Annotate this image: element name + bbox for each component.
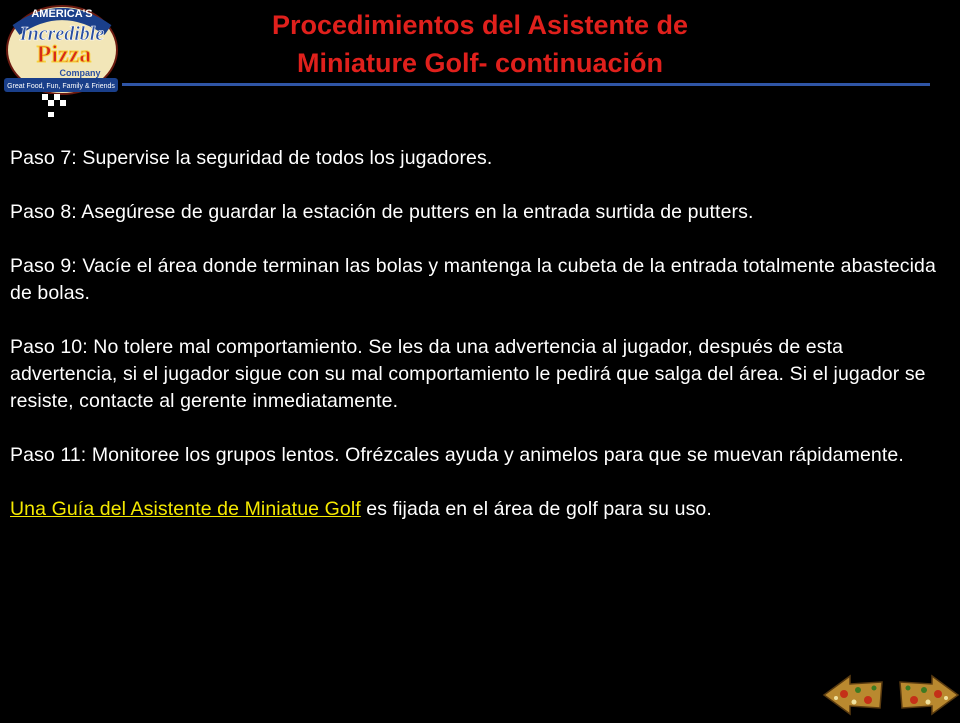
guide-note-text: es fijada en el área de golf para su uso. bbox=[360, 498, 712, 520]
arrow-left-icon bbox=[822, 672, 884, 718]
title-line-1: Procedimientos del Asistente de bbox=[271, 10, 689, 40]
page-title bbox=[140, 6, 820, 82]
logo-line2: Pizza bbox=[36, 42, 92, 68]
guide-link[interactable]: Una Guía del Asistente de Miniatue Golf bbox=[10, 498, 361, 520]
step-9: Paso 9: Vacíe el área donde terminan las bolas y mantenga la cubeta de la entrada totalmente abastecida de bolas. bbox=[10, 255, 936, 304]
guide-note bbox=[10, 496, 940, 523]
logo-line1: Incredible bbox=[19, 23, 105, 45]
logo-top-text: AMERICA'S bbox=[31, 8, 93, 20]
company-logo bbox=[2, 0, 120, 118]
step-7: Paso 7: Supervise la seguridad de todos los jugadores. bbox=[10, 147, 493, 169]
next-slide-button[interactable] bbox=[898, 672, 960, 718]
title-line-2: Miniature Golf- continuación bbox=[297, 48, 663, 78]
procedure-list bbox=[10, 145, 940, 550]
step-8: Paso 8: Asegúrese de guardar la estación de putters en la entrada surtida de putters. bbox=[10, 201, 754, 223]
step-10: Paso 10: No tolere mal comportamiento. Se les da una advertencia al jugador, después de esta advertencia, si el jugador sigue con su mal comportamiento le pedirá que salga del área. Si el jugador se resiste, contacte al gerente inmediatamente. bbox=[10, 336, 926, 412]
previous-slide-button[interactable] bbox=[822, 672, 884, 718]
logo-graphic bbox=[2, 0, 120, 118]
logo-tagline: Great Food, Fun, Family & Friends bbox=[7, 83, 115, 90]
title-divider bbox=[122, 83, 930, 86]
logo-line3: Company bbox=[59, 68, 101, 78]
arrow-right-icon bbox=[898, 672, 960, 718]
step-11: Paso 11: Monitoree los grupos lentos. Ofrézcales ayuda y animelos para que se muevan rápidamente. bbox=[10, 444, 904, 466]
checkered-flag-icon bbox=[42, 94, 66, 117]
